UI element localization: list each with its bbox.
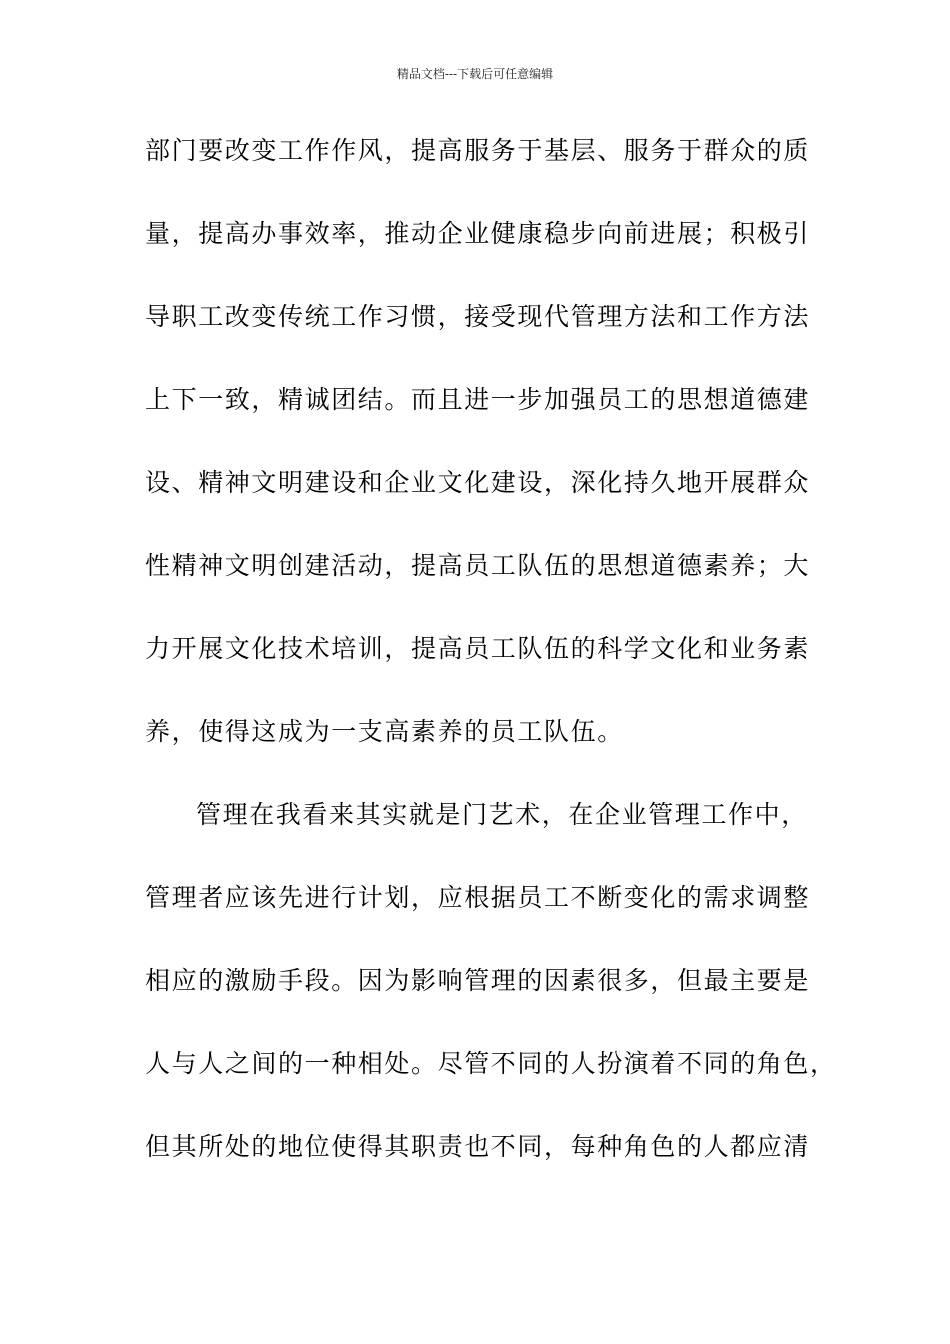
text-line: 上下一致，精诚团结。而且进一步加强员工的思想道德建 — [145, 385, 811, 414]
text-line: 人与人之间的一种相处。尽管不同的人扮演着不同的角色， — [145, 1049, 837, 1078]
text-line: 力开展文化技术培训，提高员工队伍的科学文化和业务素 — [145, 634, 811, 663]
page-header: 精品文档---下载后可任意编辑 — [396, 67, 554, 81]
text-line: 导职工改变传统工作习惯，接受现代管理方法和工作方法 — [145, 302, 811, 331]
text-line: 管理者应该先进行计划，应根据员工不断变化的需求调整 — [145, 883, 811, 912]
text-line: 性精神文明创建活动，提高员工队伍的思想道德素养；大 — [145, 551, 811, 580]
text-line: 但其所处的地位使得其职责也不同，每种角色的人都应清 — [145, 1132, 811, 1161]
text-line: 量，提高办事效率，推动企业健康稳步向前进展；积极引 — [145, 219, 811, 248]
text-line: 部门要改变工作作风，提高服务于基层、服务于群众的质 — [145, 136, 811, 165]
document-body — [145, 124, 835, 1203]
text-line-indented: 管理在我看来其实就是门艺术，在企业管理工作中， — [196, 800, 808, 829]
text-line: 养，使得这成为一支高素养的员工队伍。 — [145, 717, 624, 746]
paragraph-1 — [145, 124, 835, 788]
text-line: 设、精神文明建设和企业文化建设，深化持久地开展群众 — [145, 468, 811, 497]
text-line: 相应的激励手段。因为影响管理的因素很多，但最主要是 — [145, 966, 811, 995]
paragraph-2 — [145, 788, 835, 1203]
